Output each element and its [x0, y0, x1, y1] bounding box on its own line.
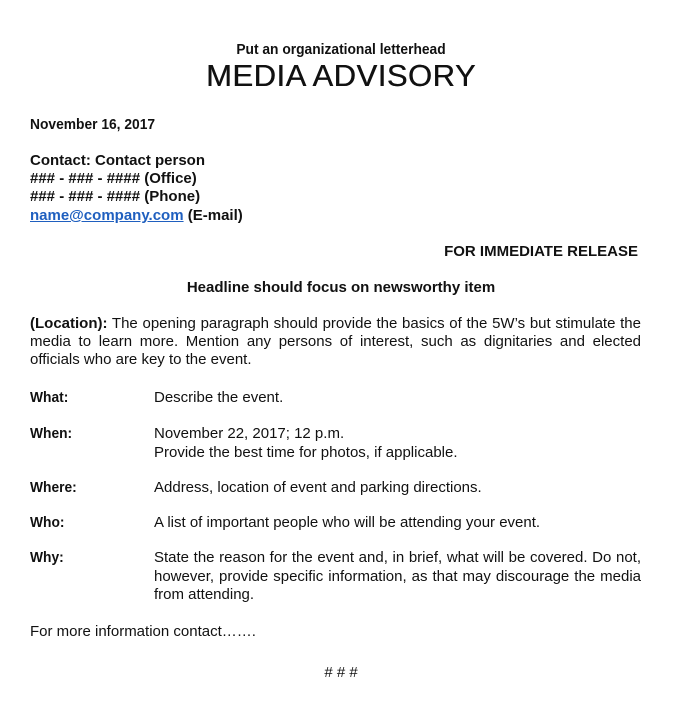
detail-value-who — [154, 514, 641, 533]
detail-line: Address, location of event and parking directions. — [154, 479, 482, 496]
headline: Headline should focus on newsworthy item — [186, 279, 496, 296]
detail-value-why: State the reason for the event and, in brief, what will be covered. Do not, however, provide specific information, as that may discourage the media from attending. — [154, 549, 641, 603]
contact-office-phone: ### - ### - #### (Office) — [30, 170, 197, 187]
location-lead: (Location): — [30, 315, 108, 332]
detail-value-what — [154, 389, 641, 408]
detail-line: Describe the event. — [154, 389, 284, 406]
detail-label-why: Why: — [30, 549, 64, 566]
document-title: MEDIA ADVISORY — [205, 58, 476, 93]
letterhead-placeholder: Put an organizational letterhead — [236, 41, 446, 58]
contact-email-line — [30, 207, 243, 226]
opening-text: The opening paragraph should provide the basics of the 5W’s but stimulate the media to learn more. Mention any persons of interest, such as dignitaries and elected officials who are key to the event. — [30, 315, 641, 368]
detail-label-who: Who: — [30, 514, 65, 531]
more-info-line: For more information contact……. — [30, 623, 256, 640]
detail-line: November 22, 2017; 12 p.m. — [154, 425, 345, 442]
release-notice: FOR IMMEDIATE RELEASE — [444, 243, 638, 260]
detail-value-where — [154, 479, 641, 498]
detail-label-what: What: — [30, 389, 69, 406]
detail-line: Provide the best time for photos, if applicable. — [154, 443, 458, 461]
detail-line: A list of important people who will be attending your event. — [154, 514, 541, 531]
end-mark: # # # — [324, 664, 358, 681]
email-suffix: (E-mail) — [183, 207, 243, 224]
email-link[interactable]: name@company.com — [30, 207, 184, 224]
opening-paragraph — [30, 315, 641, 369]
detail-value-when — [154, 425, 641, 462]
advisory-date: November 16, 2017 — [30, 116, 156, 133]
detail-label-when: When: — [30, 425, 73, 442]
detail-label-where: Where: — [30, 479, 77, 496]
contact-person: Contact: Contact person — [30, 152, 206, 169]
contact-mobile-phone: ### - ### - #### (Phone) — [30, 188, 201, 205]
